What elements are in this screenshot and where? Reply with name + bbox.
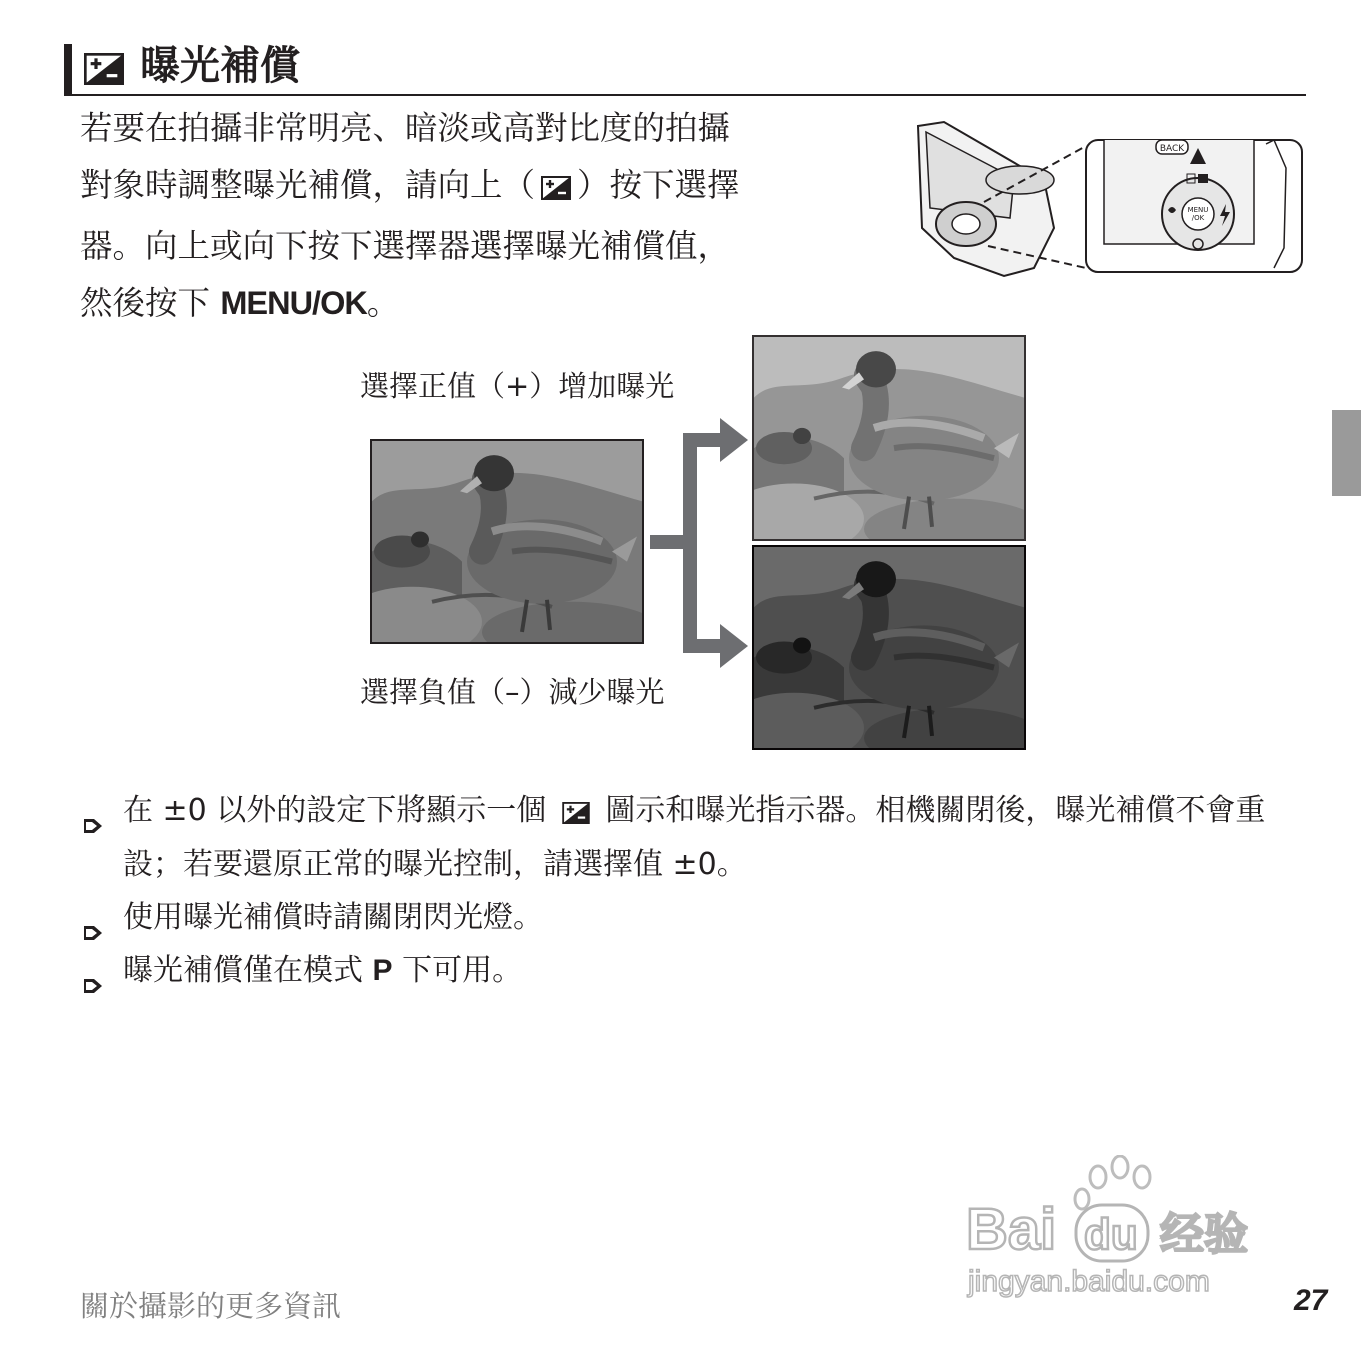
chapter-tab (1332, 410, 1361, 496)
footer-section-title: 關於攝影的更多資訊 (80, 1289, 342, 1323)
intro-text: 然後按下 (80, 284, 221, 322)
arrow-up-right-icon (720, 418, 748, 462)
exposure-compensation-icon (84, 53, 124, 89)
intro-text: 對象時調整曝光補償，請向上（ (80, 166, 536, 204)
heading-rule (64, 94, 1306, 96)
camera-back-illustration (914, 118, 1306, 282)
original-photo (370, 439, 644, 644)
menu-ok-label: /OK (1191, 214, 1205, 222)
note-tag-icon (82, 961, 104, 1011)
note-text: 曝光補償僅在模式 (123, 953, 373, 988)
watermark-url: jingyan.baidu.com (968, 1265, 1210, 1298)
watermark-brand: Bai (966, 1197, 1057, 1262)
note-text: 圖示和曝光指示器。相機關閉後，曝光補償不會重設；若要還原正常的曝光控制，請選擇值 ±0。 (123, 793, 1266, 882)
intro-line (80, 157, 910, 218)
back-button-label: BACK (1159, 144, 1185, 154)
intro-line: 若要在拍攝非常明亮、暗淡或高對比度的拍攝 (80, 109, 731, 147)
intro-paragraph (80, 100, 910, 332)
brighter-photo (752, 335, 1026, 541)
note-text: 在 ±0 以外的設定下將顯示一個 (123, 793, 556, 828)
note-item (80, 946, 1310, 996)
heading-bar (64, 44, 72, 94)
exposure-compensation-icon (1198, 174, 1208, 183)
watermark-brand-cn: 经验 (1160, 1209, 1248, 1260)
arrow-down-right-icon (720, 624, 748, 668)
watermark-brand-du: du (1084, 1210, 1138, 1259)
baidu-watermark (960, 1155, 1280, 1309)
note-tag-icon (82, 801, 104, 851)
menu-ok-label: MENU (1187, 206, 1209, 214)
intro-text: ）按下選擇 (577, 166, 740, 204)
darker-photo (752, 545, 1026, 750)
paw-icon (1075, 1156, 1150, 1209)
menu-ok-button-label: MENU/OK (220, 285, 367, 321)
note-item (80, 786, 1310, 890)
note-item (80, 893, 1310, 943)
page-title: 曝光補償 (140, 43, 300, 89)
page-number: 27 (1294, 1284, 1328, 1317)
minus-exposure-caption: 選擇負值（–）減少曝光 (360, 675, 665, 709)
exposure-compensation-icon (541, 161, 571, 218)
notes-list (80, 786, 1310, 999)
intro-line (80, 275, 910, 332)
note-text: 使用曝光補償時請關閉閃光燈。 (123, 900, 543, 935)
exposure-compensation-icon (562, 790, 590, 840)
mode-p-label: P (372, 954, 393, 987)
branch-arrows (640, 410, 752, 674)
intro-text: 。 (366, 284, 400, 322)
plus-exposure-caption: 選擇正值（+）增加曝光 (360, 369, 675, 403)
note-text: 下可用。 (392, 953, 523, 988)
intro-line: 器。向上或向下按下選擇器選擇曝光補償值， (80, 227, 731, 265)
